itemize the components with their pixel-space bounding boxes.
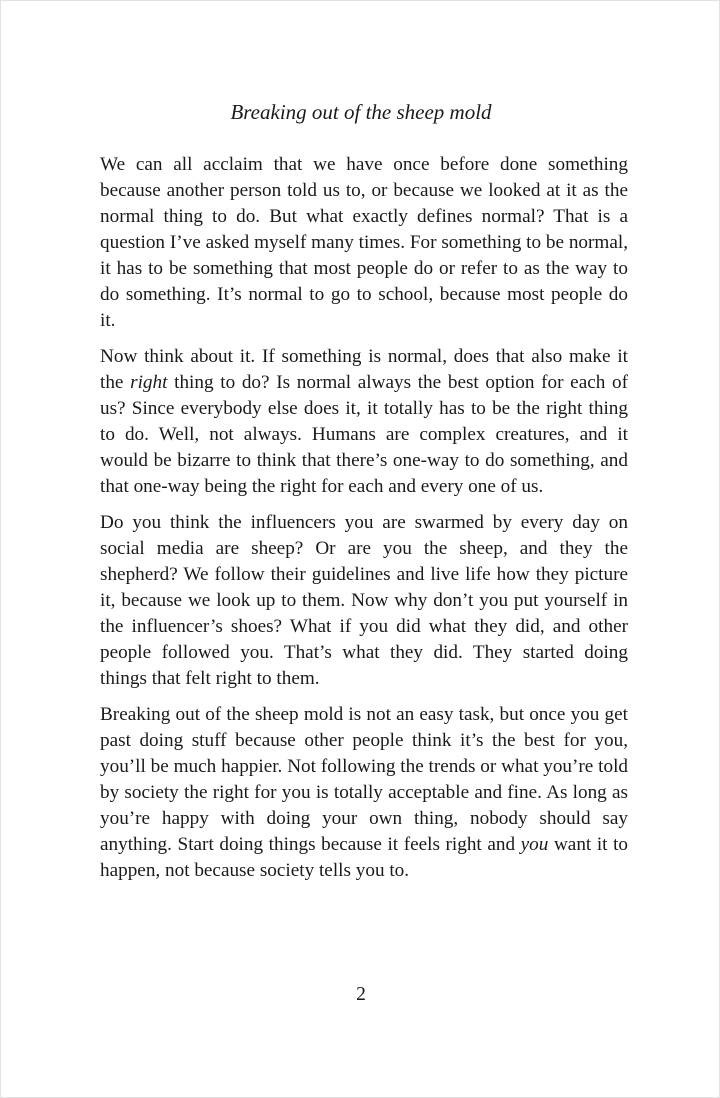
paragraph-2-emphasis: right — [130, 372, 168, 393]
chapter-title: Breaking out of the sheep mold — [230, 100, 492, 124]
paragraph-4-text-end: want it to happen, not because society tells you to. — [100, 834, 629, 881]
paragraph-4 — [100, 702, 628, 884]
paragraph-1 — [100, 152, 628, 334]
page-number: 2 — [356, 984, 366, 1005]
paragraph-2-text-end: thing to do? Is normal always the best option for each of us? Since everybody else does it, it totally has to be the right thing to do. Well, not always. Humans are complex creatures, and it would be bizarre to think that there’s one-way to do something, and that one-way being the right for each and every one of us. — [100, 372, 628, 497]
body-text — [100, 152, 628, 894]
paragraph-2 — [100, 344, 628, 500]
paragraph-3 — [100, 510, 628, 692]
paragraph-4-text-start: Breaking out of the sheep mold is not an easy task, but once you get past doing stuff because other people think it’s the best for you, you’ll be much happier. Not following the trends or what you’re told by society the right for you is totally acceptable and fine. As long as you’re happy with doing your own thing, nobody should say anything. Start doing things because it feels right and — [100, 704, 628, 855]
paragraph-3-text: Do you think the influencers you are swarmed by every day on social media are sheep? Or are you the sheep, and they the shepherd? We follow their guidelines and live life how they picture it, because we look up to them. Now why don’t you put yourself in the influencer’s shoes? What if you did what they did, and other people followed you. That’s what they did. They started doing things that felt right to them. — [100, 512, 628, 689]
paragraph-4-emphasis: you — [520, 834, 549, 855]
paragraph-2-text-start: Now think about it. If something is normal, does that also make it the — [100, 346, 628, 393]
paragraph-1-text: We can all acclaim that we have once before done something because another person told us to, or because we looked at it as the normal thing to do. But what exactly defines normal? That is a question I’ve asked myself many times. For something to be normal, it has to be something that most people do or refer to as the way to do something. It’s normal to go to school, because most people do it. — [100, 154, 628, 331]
